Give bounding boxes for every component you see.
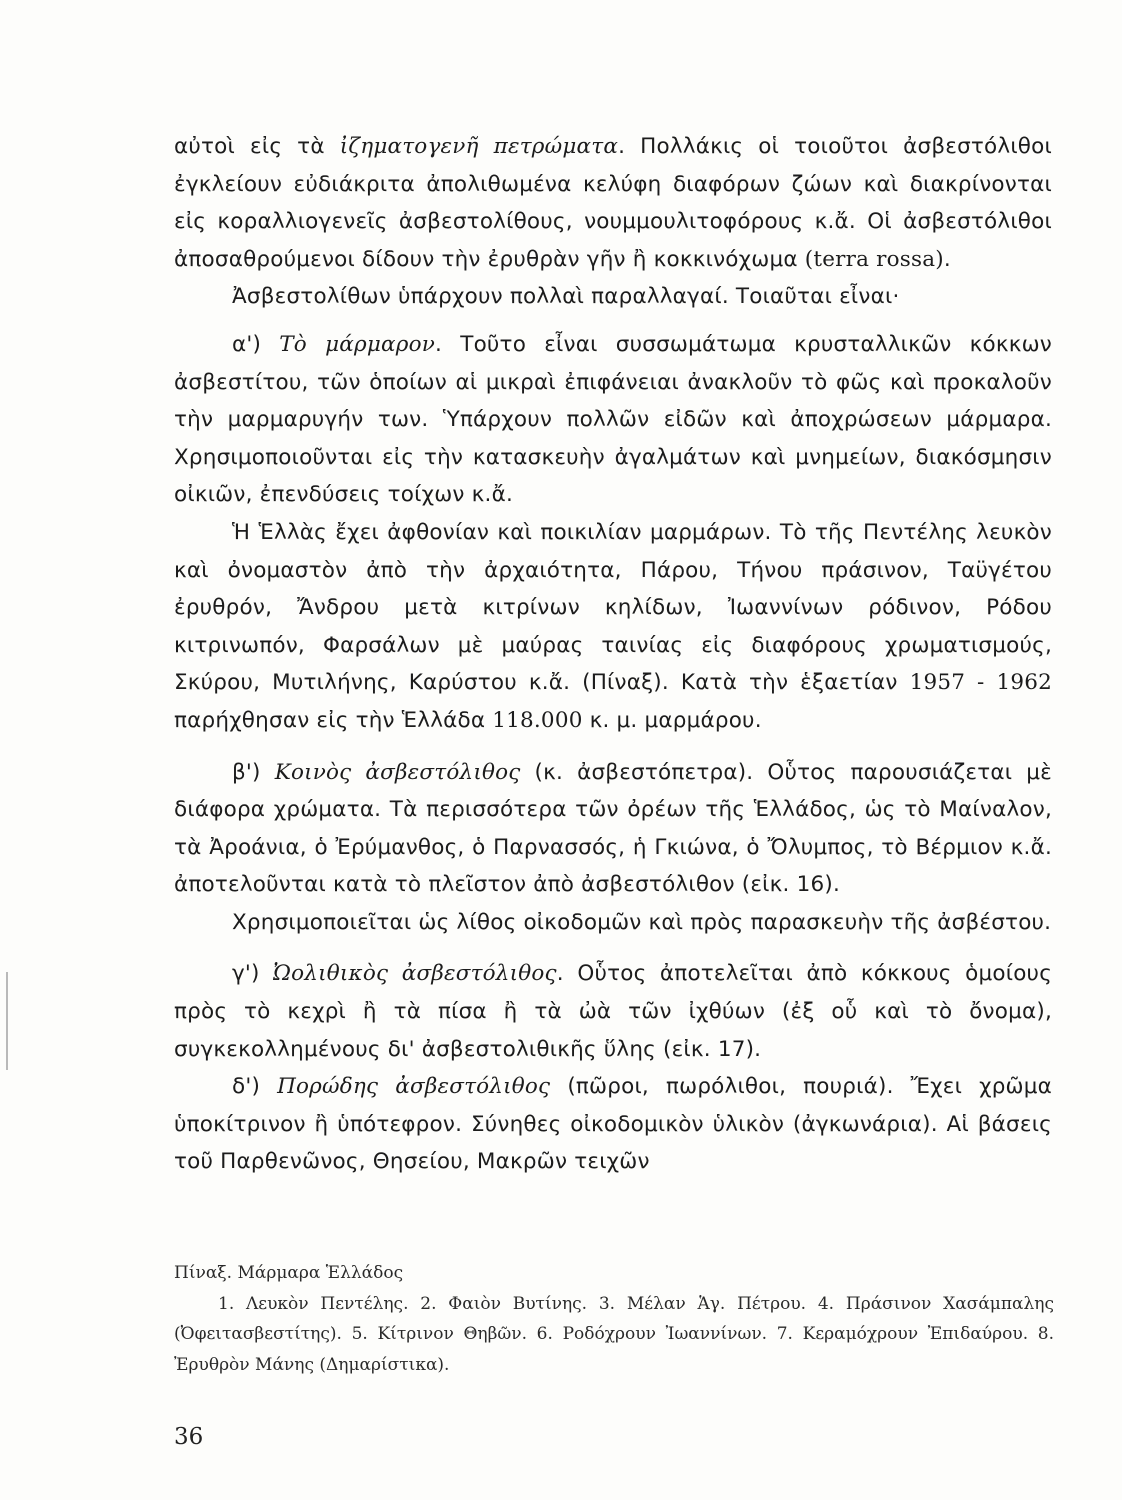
italic-term: Ὠολιθικὸς ἀσβεστόλιθος — [273, 961, 557, 987]
text-run: 1957 - 1962 — [909, 670, 1052, 696]
text-run: Ἀσβεστολίθων ὑπάρχουν πολλαὶ παραλλαγαί. Τοιαῦται εἶναι· — [232, 284, 900, 310]
italic-term: Πορώδης ἀσβεστόλιθος — [277, 1074, 551, 1100]
paragraph-p2 — [174, 278, 1052, 316]
text-run: 118.000 — [492, 707, 583, 733]
paragraph-p7 — [174, 955, 1052, 1068]
italic-term: Κοινὸς ἀσβεστόλιθος — [274, 759, 521, 785]
text-run: Ἡ Ἑλλὰς ἔχει ἀφθονίαν καὶ ποικιλίαν μαρμάρων. Τὸ τῆς Πεντέλης λευκὸν καὶ ὀνομαστὸν ἀπὸ τὴν ἀρχαιότητα, Πάρου, Τήνου πράσινον, Ταϋγέτου ἐρυθρόν, Ἄνδρου μετὰ κιτρίνων κηλίδων, Ἰωαννίνων ρόδινον, Ρόδου κιτρινωπόν, Φαρσάλων μὲ μαύρας ταινίας εἰς διαφόρους χρωματισμούς, Σκύρου, Μυτιλήνης, Καρύστου κ.ἄ. (Πίναξ). Κατὰ τὴν ἑξαετίαν — [174, 519, 1052, 696]
italic-term: Τὸ μάρμαρον — [279, 331, 436, 357]
footnote-title: Πίναξ. Μάρμαρα Ἑλλάδος — [174, 1263, 404, 1283]
text-run: γ') — [232, 961, 274, 987]
paragraph-p1 — [174, 128, 1052, 278]
text-run: α') — [232, 331, 280, 357]
text-run: (κ. ἀσβεστόπετρα). Οὗτος παρουσιάζεται μὲ διάφορα χρώματα. Τὰ περισσότερα τῶν ὀρέων τῆς Ἑλλάδος, ὡς τὸ Μαίναλον, τὰ Ἀροάνια, ὁ Ἐρύμανθος, ὁ Παρνασσός, ἡ Γκιώνα, ὁ Ὄλυμπος, τὸ Βέρμιον κ.ἄ. ἀποτελοῦνται κατὰ τὸ πλεῖστον ἀπὸ ἀσβεστόλιθον (εἰκ. 16). — [174, 759, 1053, 898]
text-run: δ') — [232, 1074, 278, 1100]
paragraph-gap — [174, 740, 1052, 754]
text-run: αὐτοὶ εἰς τὰ — [174, 134, 340, 159]
paragraph-p6 — [174, 904, 1052, 942]
paragraph-p3 — [174, 326, 1052, 514]
paragraph-p8 — [174, 1068, 1052, 1181]
text-run: κ. μ. μαρμάρου. — [582, 707, 762, 733]
footnote-table — [174, 1258, 1054, 1380]
text-run: . — [943, 246, 951, 272]
text-run: . Πολλάκις οἱ τοιοῦτοι ἀσβεστόλιθοι ἐγκλείουν εὐδιάκριτα ἀπολιθωμένα κελύφη διαφόρων ζώων καὶ διακρίνονται εἰς κοραλλιογενεῖς ἀσβεστολίθους, νουμμουλιτοφόρους κ.ἄ. Οἱ ἀσβεστόλιθοι ἀποσαθρούμενοι δίδουν τὴν ἐρυθρὰν γῆν ἢ κοκκινόχωμα — [174, 134, 1052, 272]
page-number: 36 — [174, 1424, 204, 1450]
paragraph-p5 — [174, 754, 1052, 904]
text-run: β') — [232, 759, 275, 785]
text-run: . Οὗτος ἀποτελεῖται ἀπὸ κόκκους ὁμοίους πρὸς τὸ κεχρὶ ἢ τὰ πίσα ἢ τὰ ὠὰ τῶν ἰχθύων (ἐξ οὗ καὶ τὸ ὄνομα), συγκεκολλημένους δι' ἀσβεστολιθικῆς ὕλης (εἰκ. 17). — [174, 961, 1053, 1062]
text-run: (πῶροι, πωρόλιθοι, πουριά). Ἔχει χρῶμα ὑποκίτρινον ἢ ὑπότεφρον. Σύνηθες οἰκοδομικὸν ὑλικὸν (ἀγκωνάρια). Αἱ βάσεις τοῦ Παρθενῶνος, Θησείου, Μακρῶν τειχῶν — [174, 1074, 1053, 1175]
paragraph-gap — [174, 316, 1052, 326]
text-run: παρήχθησαν εἰς τὴν Ἑλλάδα — [174, 707, 493, 733]
body-text — [174, 128, 1052, 1181]
text-run: Χρησιμοποιεῖται ὡς λίθος οἰκοδομῶν καὶ πρὸς παρασκευὴν τῆς ἀσβέστου. — [232, 909, 1052, 935]
scan-edge-mark — [6, 972, 8, 1070]
footnote-body: 1. Λευκὸν Πεντέλης. 2. Φαιὸν Βυτίνης. 3. Μέλαν Ἁγ. Πέτρου. 4. Πράσινον Χασάμπαλης (Ὀφειτασβεστίτης). 5. Κίτρινον Θηβῶν. 6. Ροδόχρουν Ἰωαννίνων. 7. Κεραμόχρουν Ἐπιδαύρου. 8. Ἐρυθρὸν Μάνης (Δημαρίστικα). — [174, 1293, 1054, 1375]
text-run: (terra rossa) — [804, 246, 944, 272]
italic-term: ἰζηματογενῆ πετρώματα — [339, 134, 619, 159]
paragraph-p4 — [174, 514, 1052, 740]
paragraph-gap — [174, 941, 1052, 955]
text-run: . Τοῦτο εἶναι συσσωμάτωμα κρυσταλλικῶν κόκκων ἀσβεστίτου, τῶν ὁποίων αἱ μικραὶ ἐπιφάνειαι ἀνακλοῦν τὸ φῶς καὶ προκαλοῦν τὴν μαρμαρυγήν των. Ὑπάρχουν πολλῶν εἰδῶν καὶ ἀποχρώσεων μάρμαρα. Χρησιμοποιοῦνται εἰς τὴν κατασκευὴν ἀγαλμάτων καὶ μνημείων, διακόσμησιν οἰκιῶν, ἐπενδύσεις τοίχων κ.ἄ. — [174, 331, 1053, 508]
